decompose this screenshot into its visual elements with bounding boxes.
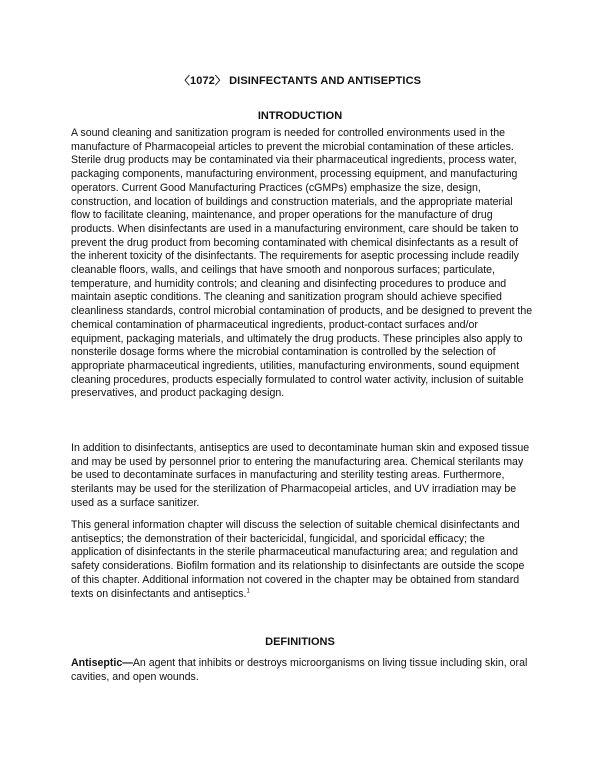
definition-text: An agent that inhibits or destroys microorganisms on living tissue including skin, oral cavities, and open wounds. <box>71 657 528 683</box>
definition-term: Antiseptic— <box>71 657 133 669</box>
footnote-marker: 1 <box>246 587 250 594</box>
introduction-paragraph-3 <box>71 519 533 601</box>
definition-antiseptic <box>71 657 533 684</box>
introduction-paragraph-2: In addition to disinfectants, antiseptics are used to decontaminate human skin and exposed tissue and may be used by personnel prior to entering the manufacturing area. Chemical sterilants may be used to decontaminate surfaces in manufacturing and sterility testing areas. Furthermore, sterilants may be used for the sterilization of Pharmacopeial articles, and UV irradiation may be used as a surface sanitizer. <box>71 442 530 509</box>
definitions-heading: DEFINITIONS <box>265 636 335 648</box>
introduction-paragraph-1: A sound cleaning and sanitization program is needed for controlled environments used in the manufacture of Pharmacopeial articles to prevent the microbial contamination of these articles. Sterile drug products may be contaminated via their pharmaceutical ingredients, process water, packaging components, manufacturing environment, processing equipment, and manufacturing operators. Current Good Manufacturing Practices (cGMPs) emphasize the size, design, construction, and location of buildings and construction materials, and the appropriate material flow to facilitate cleaning, maintenance, and proper operations for the manufacture of drug products. When disinfectants are used in a manufacturing environment, care should be taken to prevent the drug product from becoming contaminated with chemical disinfectants as a result of the inherent toxicity of the disinfectants. The requirements for aseptic processing include readily cleanable floors, walls, and ceilings that have smooth and nonporous surfaces; particulate, temperature, and humidity controls; and cleaning and disinfecting procedures to produce and maintain aseptic conditions. The cleaning and sanitization program should achieve specified cleanliness standards, control microbial contamination of products, and be designed to prevent the chemical contamination of pharmaceutical ingredients, product-contact surfaces and/or equipment, packaging materials, and ultimately the drug products. These principles also apply to nonsterile dosage forms where the microbial contamination is controlled by the selection of appropriate pharmaceutical ingredients, utilities, manufacturing environments, sound equipment cleaning procedures, products especially formulated to control water activity, inclusion of suitable preservatives, and product packaging design. <box>71 127 533 400</box>
paragraph-3-text: This general information chapter will discuss the selection of suitable chemical disinfectants and antiseptics; the demonstration of their bactericidal, fungicidal, and sporicidal efficacy; the application of disinfectants in the sterile pharmaceutical manufacturing area; and regulation and safety considerations. Biofilm formation and its relationship to disinfectants are outside the scope of this chapter. Additional information not covered in the chapter may be obtained from standard texts on disinfectants and antiseptics. <box>71 519 525 600</box>
introduction-heading: INTRODUCTION <box>257 110 343 122</box>
page-title: 〈1072〉 DISINFECTANTS AND ANTISEPTICS <box>178 75 422 87</box>
